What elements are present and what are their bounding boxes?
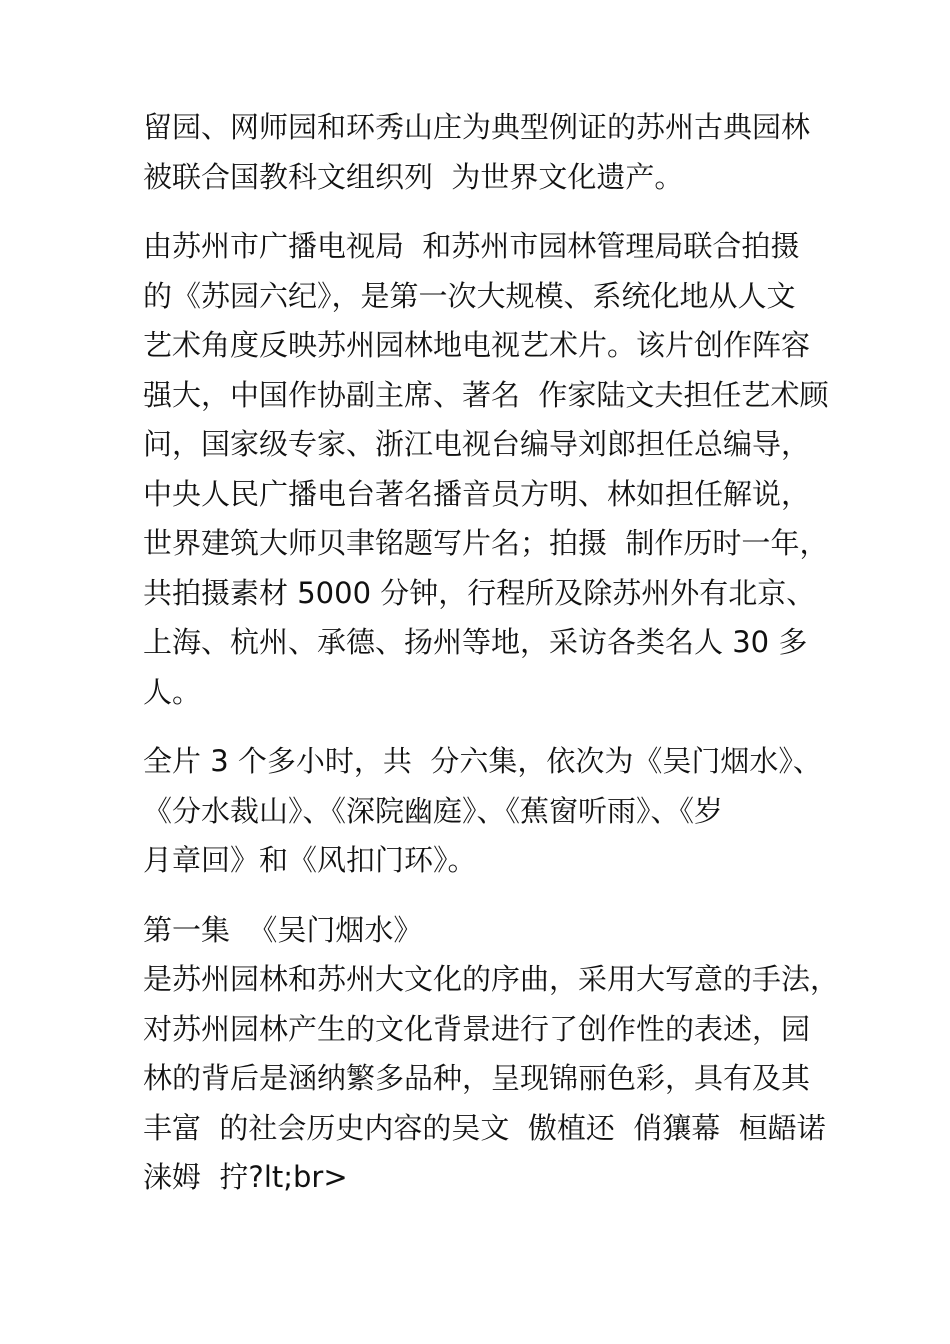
text-line: 中央人民广播电台著名播音员方明、林如担任解说，: [143, 476, 811, 511]
text-line: 留园、网师园和环秀山庄为典型例证的苏州古典园林: [143, 110, 811, 144]
text-line: 林的背后是涵纳繁多品种，呈现锦丽色彩，具有及其: [143, 1061, 811, 1095]
text-line: 月章回》和《风扣门环》。: [143, 843, 477, 877]
paragraph-production: [143, 222, 829, 717]
text-line: 世界建筑大师贝聿铭题写片名；拍摄 制作历时一年，: [143, 526, 829, 560]
text-line: 是苏州园林和苏州大文化的序曲，采用大写意的手法，: [143, 962, 840, 996]
text-line: 共拍摄素材 5000 分钟，行程所及除苏州外有北京、: [143, 575, 816, 610]
paragraph-world-heritage: [143, 103, 815, 202]
paragraph-episodes: [143, 737, 822, 886]
text-line: 《分水裁山》、《深院幽庭》、《蕉窗听雨》、《岁: [143, 793, 724, 828]
text-line: 人。: [143, 674, 202, 709]
text-line: 全片 3 个多小时，共 分六集，依次为《吴门烟水》、: [143, 744, 822, 778]
text-line: 艺术角度反映苏州园林地电视艺术片。该片创作阵容: [143, 328, 811, 362]
document-body: [143, 103, 840, 1223]
text-line: 被联合国教科文组织列 为世界文化遗产。: [143, 159, 684, 194]
text-line: 的《苏园六纪》，是第一次大规模、系统化地从人文: [143, 278, 796, 313]
episode-heading: 第一集 《吴门烟水》: [143, 912, 423, 947]
text-line: 涞姆 拧?lt;br>: [143, 1160, 348, 1194]
text-line: 对苏州园林产生的文化背景进行了创作性的表述，园: [143, 1011, 811, 1046]
text-line: 强大，中国作协副主席、著名 作家陆文夫担任艺术顾: [143, 377, 829, 412]
text-line: 问，国家级专家、浙江电视台编导刘郎担任总编导，: [143, 427, 811, 461]
paragraph-episode-one: [143, 906, 840, 1203]
text-line: 由苏州市广播电视局 和苏州市园林管理局联合拍摄: [143, 229, 800, 263]
text-line: 丰富 的社会历史内容的吴文 傲植还 俏獽幕 桓龉诺: [143, 1110, 826, 1145]
text-line: 上海、杭州、承德、扬州等地，采访各类名人 30 多: [143, 625, 808, 659]
